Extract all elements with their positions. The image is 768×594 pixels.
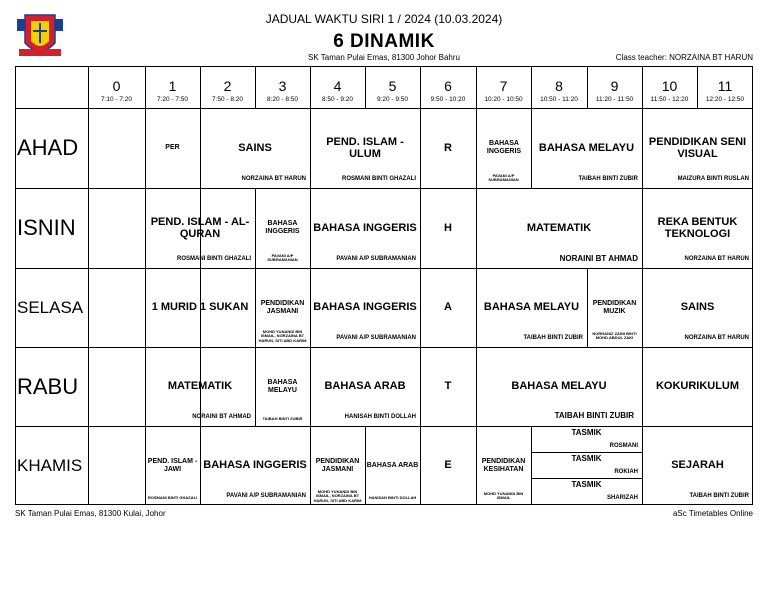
break-letter: R [444,141,452,154]
lesson-cell: TASMIK [571,427,602,437]
teacher-name: ROKIAH [614,469,638,475]
day-ahad: AHAD [17,135,79,160]
lesson-cell: SEJARAH [671,459,724,472]
teacher-name: HANISAH BINTI DOLLAH [344,414,416,420]
period-7: 7 10:20 - 10:50 [484,78,523,103]
teacher-name: TAIBAH BINTI ZUBIR [262,416,303,421]
teacher-name: TAIBAH BINTI ZUBIR [578,176,638,182]
break-letter: H [444,221,452,234]
lesson-cell: BAHASA MELAYU [267,378,298,394]
teacher-name: NORAINI BT AHMAD [559,254,638,263]
teacher-name: TAIBAH BINTI ZUBIR [523,335,583,341]
teacher-name: HANISAH BINTI DOLLAH [368,495,417,500]
teacher-name: NORHANIZ ZAINI BINTI MOHD ABDUL ZAKI [592,331,637,341]
teacher-name: ROSMANI BINTI GHAZALI [177,256,251,262]
day-khamis: KHAMIS [17,455,83,475]
lesson-cell: 1 MURID 1 SUKAN [151,301,249,314]
lesson-cell: PENDIDIKAN MUZIK [592,299,637,315]
footer-address: SK Taman Pulai Emas, 81300 Kulai, Johor [15,509,166,518]
teacher-name: NORZAINA BT HARUN [241,176,306,182]
period-1: 1 7:20 - 7:50 [156,78,189,103]
day-selasa: SELASA [17,297,84,317]
lesson-cell: REKA BENTUK TEKNOLOGI [657,215,738,240]
lesson-cell: PEND. ISLAM - JAWI [147,457,198,473]
teacher-name: PAVANI A/P SUBRAMANIAN [336,335,416,341]
period-0: 0 7:10 - 7:20 [100,78,133,103]
lesson-cell: BAHASA INGGERIS [313,301,417,314]
teacher-name: NORZAINA BT HARUN [684,335,749,341]
teacher-name: ROSMANI [609,443,638,449]
period-11: 11 12:20 - 12:50 [705,78,745,103]
period-8: 8 10:50 - 11:20 [540,78,578,103]
break-letter: A [444,301,452,314]
lesson-cell: BAHASA INGGERIS [265,220,300,235]
teacher-name: PAVANI A/P SUBRAMANIAN [336,256,416,262]
day-isnin: ISNIN [17,215,76,240]
lesson-cell: PEND. ISLAM - ULUM [326,135,404,160]
teacher-name: PAVANI A/P SUBRAMANIAN [226,493,306,499]
lesson-cell: PENDIDIKAN JASMANI [315,457,360,473]
teacher-name: NORZAINA BT HARUN [684,256,749,262]
lesson-cell: PENDIDIKAN JASMANI [260,299,305,315]
lesson-cell: PENDIDIKAN KESIHATAN [481,457,526,473]
teacher-name: TAIBAH BINTI ZUBIR [554,411,634,420]
lesson-cell: BAHASA INGGERIS [486,140,522,155]
period-10: 10 11:50 - 12:20 [650,78,689,103]
lesson-cell: MATEMATIK [167,380,233,393]
teacher-name: PAVANI A/P SUBRAMANIAN [488,173,519,183]
teacher-name: MOHD YUNANDI BIN ISMAIL [483,491,524,501]
lesson-cell: BAHASA INGGERIS [203,459,307,472]
period-9: 9 11:20 - 11:50 [595,78,634,103]
lesson-cell: BAHASA MELAYU [538,141,635,154]
teacher-name: MOHD YUNANDI BIN ISMAIL, NORZAINA BT HARUN, SITI ABD KARIM [313,489,362,503]
teacher-name: MAIZURA BINTI RUSLAN [677,176,749,182]
lesson-cell: SAINS [238,141,272,154]
period-6: 6 9:50 - 10:20 [430,78,466,103]
school-address: SK Taman Pulai Emas, 81300 Johor Bahru [308,53,460,62]
period-4: 4 8:50 - 9:20 [321,78,354,103]
teacher-name: TAIBAH BINTI ZUBIR [689,493,749,499]
period-5: 5 9:20 - 9:50 [376,78,409,103]
lesson-cell: SAINS [680,301,715,314]
lesson-cell: MATEMATIK [526,221,592,234]
lesson-cell: PER [165,144,180,152]
break-letter: T [444,380,452,393]
lesson-cell: KOKURIKULUM [655,380,740,393]
teacher-name: NORAINI BT AHMAD [192,414,251,420]
break-letter: E [444,459,452,472]
teacher-name: SHARIZAH [607,495,638,501]
teacher-name: ROSMANI BINTI GHAZALI [342,176,416,182]
period-2: 2 7:50 - 8:20 [211,78,244,103]
lesson-cell: TASMIK [571,479,602,489]
lesson-cell: TASMIK [571,453,602,463]
lesson-cell: BAHASA INGGERIS [313,221,417,234]
teacher-name: PAVANI A/P SUBRAMANIAN [267,253,298,263]
lesson-cell: PEND. ISLAM - AL-QURAN [150,215,250,240]
footer-brand: aSc Timetables Online [672,509,753,518]
class-name: 6 DINAMIK [333,31,435,52]
lesson-cell: BAHASA MELAYU [511,380,607,393]
lesson-cell: BAHASA MELAYU [483,301,580,314]
day-rabu: RABU [17,373,79,399]
lesson-cell: PENDIDIKAN SENI VISUAL [648,135,747,160]
teacher-name: MOHD YUNANDI BIN ISMAIL, NORZAINA BT HARUN, SITI ABD KARIM [258,329,307,343]
teacher-name: ROSMANI BINTI GHAZALI [147,495,198,500]
class-teacher: Class teacher: NORZAINA BT HARUN [615,53,753,62]
timetable-title: JADUAL WAKTU SIRI 1 / 2024 (10.03.2024) [265,12,503,26]
lesson-cell: BAHASA ARAB [324,380,406,393]
lesson-cell: BAHASA ARAB [366,461,419,469]
period-3: 3 8:20 - 8:50 [266,78,299,103]
